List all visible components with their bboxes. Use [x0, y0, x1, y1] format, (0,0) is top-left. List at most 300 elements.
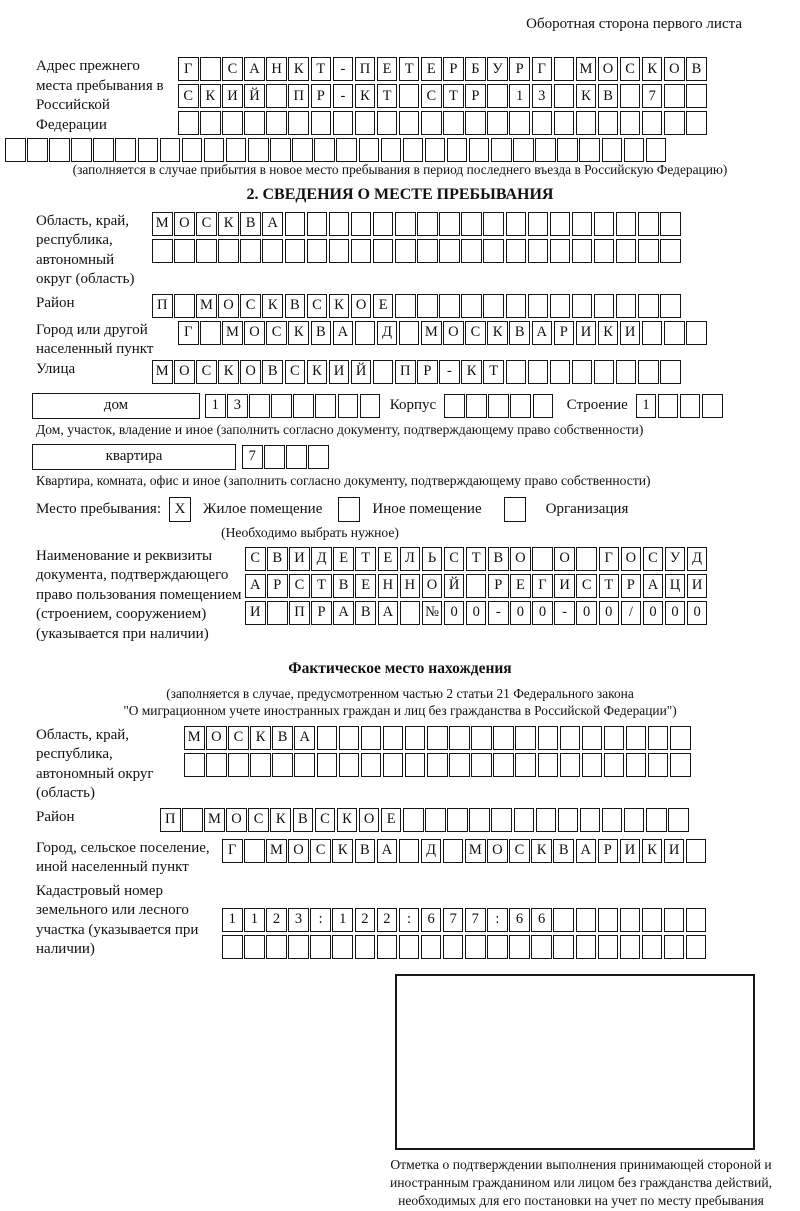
char-box[interactable]	[604, 753, 625, 777]
char-box[interactable]	[471, 753, 492, 777]
char-box[interactable]	[528, 212, 549, 236]
char-box[interactable]: -	[554, 601, 575, 625]
char-box[interactable]	[288, 935, 309, 959]
char-box[interactable]	[550, 360, 571, 384]
char-box[interactable]: 0	[532, 601, 553, 625]
char-box[interactable]	[493, 753, 514, 777]
char-box[interactable]	[228, 753, 249, 777]
char-box[interactable]: К	[262, 294, 283, 318]
char-box[interactable]: Д	[687, 547, 708, 571]
char-box[interactable]	[5, 138, 26, 162]
char-box[interactable]	[222, 935, 243, 959]
checkbox-residential[interactable]: X	[169, 497, 191, 522]
char-box[interactable]: В	[509, 321, 530, 345]
char-box[interactable]	[465, 935, 486, 959]
char-box[interactable]: М	[465, 839, 486, 863]
char-box[interactable]	[403, 138, 424, 162]
char-box[interactable]: В	[240, 212, 261, 236]
char-box[interactable]: А	[262, 212, 283, 236]
char-box[interactable]	[427, 726, 448, 750]
char-box[interactable]: Й	[444, 574, 465, 598]
char-box[interactable]: Р	[267, 574, 288, 598]
char-box[interactable]: О	[621, 547, 642, 571]
char-box[interactable]	[377, 935, 398, 959]
char-box[interactable]: С	[620, 57, 641, 81]
char-box[interactable]: Р	[465, 84, 486, 108]
char-box[interactable]	[487, 935, 508, 959]
char-box[interactable]: О	[487, 839, 508, 863]
char-box[interactable]	[702, 394, 723, 418]
char-box[interactable]	[598, 935, 619, 959]
char-box[interactable]	[554, 57, 575, 81]
char-box[interactable]: А	[576, 839, 597, 863]
char-box[interactable]: -	[333, 57, 354, 81]
char-box[interactable]	[626, 753, 647, 777]
char-box[interactable]	[439, 239, 460, 263]
char-box[interactable]: Р	[417, 360, 438, 384]
char-box[interactable]: 3	[227, 394, 248, 418]
char-box[interactable]: Г	[178, 321, 199, 345]
char-box[interactable]: К	[200, 84, 221, 108]
char-box[interactable]: :	[487, 908, 508, 932]
char-box[interactable]	[71, 138, 92, 162]
char-box[interactable]: А	[244, 57, 265, 81]
char-box[interactable]: 7	[242, 445, 263, 469]
char-box[interactable]	[553, 935, 574, 959]
char-box[interactable]	[572, 239, 593, 263]
char-box[interactable]	[286, 445, 307, 469]
char-box[interactable]	[399, 935, 420, 959]
char-box[interactable]	[178, 111, 199, 135]
char-box[interactable]	[461, 239, 482, 263]
char-box[interactable]	[550, 212, 571, 236]
char-box[interactable]	[333, 111, 354, 135]
char-box[interactable]: Г	[599, 547, 620, 571]
char-box[interactable]	[620, 908, 641, 932]
char-box[interactable]: М	[576, 57, 597, 81]
char-box[interactable]	[373, 239, 394, 263]
char-box[interactable]: А	[378, 601, 399, 625]
char-box[interactable]	[329, 239, 350, 263]
char-box[interactable]: У	[665, 547, 686, 571]
char-box[interactable]: У	[487, 57, 508, 81]
char-box[interactable]	[417, 294, 438, 318]
char-box[interactable]	[351, 239, 372, 263]
char-box[interactable]: М	[152, 360, 173, 384]
char-box[interactable]: О	[206, 726, 227, 750]
char-box[interactable]	[626, 726, 647, 750]
char-box[interactable]	[447, 138, 468, 162]
char-box[interactable]	[93, 138, 114, 162]
char-box[interactable]: С	[245, 547, 266, 571]
char-box[interactable]: С	[444, 547, 465, 571]
char-box[interactable]	[686, 111, 707, 135]
char-box[interactable]: 2	[266, 908, 287, 932]
char-box[interactable]: О	[422, 574, 443, 598]
char-box[interactable]	[293, 394, 314, 418]
char-box[interactable]: 2	[377, 908, 398, 932]
char-box[interactable]	[536, 808, 557, 832]
char-box[interactable]: О	[598, 57, 619, 81]
char-box[interactable]: Р	[509, 57, 530, 81]
char-box[interactable]: О	[288, 839, 309, 863]
char-box[interactable]: Р	[443, 57, 464, 81]
char-box[interactable]: К	[337, 808, 358, 832]
char-box[interactable]	[425, 808, 446, 832]
char-box[interactable]: В	[272, 726, 293, 750]
char-box[interactable]	[638, 294, 659, 318]
char-box[interactable]: Е	[377, 57, 398, 81]
char-box[interactable]	[642, 111, 663, 135]
char-box[interactable]: -	[333, 84, 354, 108]
char-box[interactable]: Р	[554, 321, 575, 345]
char-box[interactable]	[594, 239, 615, 263]
char-box[interactable]	[579, 138, 600, 162]
char-box[interactable]	[624, 808, 645, 832]
char-box[interactable]: Д	[421, 839, 442, 863]
char-box[interactable]: К	[218, 360, 239, 384]
char-box[interactable]	[359, 138, 380, 162]
char-box[interactable]: Е	[373, 294, 394, 318]
char-box[interactable]: М	[196, 294, 217, 318]
char-box[interactable]	[218, 239, 239, 263]
char-box[interactable]	[373, 360, 394, 384]
char-box[interactable]: 3	[532, 84, 553, 108]
char-box[interactable]	[355, 321, 376, 345]
char-box[interactable]	[421, 111, 442, 135]
char-box[interactable]: С	[266, 321, 287, 345]
char-box[interactable]	[528, 360, 549, 384]
char-box[interactable]	[506, 212, 527, 236]
char-box[interactable]	[509, 111, 530, 135]
char-box[interactable]	[339, 753, 360, 777]
char-box[interactable]: Г	[532, 57, 553, 81]
char-box[interactable]: А	[643, 574, 664, 598]
char-box[interactable]: П	[288, 84, 309, 108]
char-box[interactable]	[646, 808, 667, 832]
char-box[interactable]: М	[222, 321, 243, 345]
char-box[interactable]	[469, 808, 490, 832]
char-box[interactable]: В	[553, 839, 574, 863]
char-box[interactable]	[244, 111, 265, 135]
char-box[interactable]: Й	[244, 84, 265, 108]
char-box[interactable]	[660, 360, 681, 384]
char-box[interactable]: Б	[465, 57, 486, 81]
char-box[interactable]	[638, 212, 659, 236]
char-box[interactable]	[248, 138, 269, 162]
char-box[interactable]	[405, 726, 426, 750]
char-box[interactable]: О	[443, 321, 464, 345]
char-box[interactable]	[361, 753, 382, 777]
char-box[interactable]	[449, 726, 470, 750]
char-box[interactable]	[620, 111, 641, 135]
char-box[interactable]	[206, 753, 227, 777]
char-box[interactable]: В	[333, 574, 354, 598]
char-box[interactable]	[262, 239, 283, 263]
char-box[interactable]: Г	[222, 839, 243, 863]
char-box[interactable]: В	[355, 601, 376, 625]
char-box[interactable]	[664, 908, 685, 932]
char-box[interactable]	[668, 808, 689, 832]
char-box[interactable]	[550, 294, 571, 318]
char-box[interactable]: С	[222, 57, 243, 81]
char-box[interactable]	[377, 111, 398, 135]
char-box[interactable]: 6	[509, 908, 530, 932]
char-box[interactable]: О	[351, 294, 372, 318]
char-box[interactable]	[582, 753, 603, 777]
char-box[interactable]	[200, 57, 221, 81]
char-box[interactable]: О	[218, 294, 239, 318]
char-box[interactable]	[447, 808, 468, 832]
char-box[interactable]: К	[642, 57, 663, 81]
char-box[interactable]: В	[355, 839, 376, 863]
char-box[interactable]: М	[152, 212, 173, 236]
char-box[interactable]	[449, 753, 470, 777]
char-box[interactable]	[383, 753, 404, 777]
char-box[interactable]: Т	[599, 574, 620, 598]
char-box[interactable]	[642, 908, 663, 932]
char-box[interactable]	[383, 726, 404, 750]
char-box[interactable]	[381, 138, 402, 162]
char-box[interactable]	[294, 753, 315, 777]
char-box[interactable]: 1	[205, 394, 226, 418]
char-box[interactable]	[680, 394, 701, 418]
char-box[interactable]	[200, 111, 221, 135]
char-box[interactable]	[594, 212, 615, 236]
char-box[interactable]: К	[329, 294, 350, 318]
char-box[interactable]	[425, 138, 446, 162]
char-box[interactable]: Т	[355, 547, 376, 571]
char-box[interactable]	[510, 394, 531, 418]
char-box[interactable]	[658, 394, 679, 418]
char-box[interactable]: О	[244, 321, 265, 345]
char-box[interactable]	[315, 394, 336, 418]
char-box[interactable]	[421, 935, 442, 959]
char-box[interactable]	[466, 574, 487, 598]
char-box[interactable]	[664, 111, 685, 135]
char-box[interactable]	[292, 138, 313, 162]
char-box[interactable]: Е	[421, 57, 442, 81]
char-box[interactable]: О	[510, 547, 531, 571]
char-box[interactable]	[332, 935, 353, 959]
char-box[interactable]	[308, 445, 329, 469]
char-box[interactable]	[373, 212, 394, 236]
char-box[interactable]	[554, 111, 575, 135]
char-box[interactable]	[400, 601, 421, 625]
char-box[interactable]	[491, 138, 512, 162]
char-box[interactable]	[465, 111, 486, 135]
char-box[interactable]	[439, 212, 460, 236]
char-box[interactable]	[271, 394, 292, 418]
char-box[interactable]: Н	[266, 57, 287, 81]
char-box[interactable]	[351, 212, 372, 236]
char-box[interactable]: К	[461, 360, 482, 384]
char-box[interactable]	[515, 726, 536, 750]
char-box[interactable]	[270, 138, 291, 162]
char-box[interactable]	[250, 753, 271, 777]
char-box[interactable]: 0	[576, 601, 597, 625]
char-box[interactable]	[572, 360, 593, 384]
char-box[interactable]	[355, 111, 376, 135]
char-box[interactable]: С	[289, 574, 310, 598]
char-box[interactable]	[355, 935, 376, 959]
char-box[interactable]	[417, 239, 438, 263]
char-box[interactable]	[624, 138, 645, 162]
char-box[interactable]: М	[184, 726, 205, 750]
char-box[interactable]: 7	[642, 84, 663, 108]
char-box[interactable]	[443, 111, 464, 135]
char-box[interactable]	[443, 935, 464, 959]
char-box[interactable]: Д	[311, 547, 332, 571]
char-box[interactable]: С	[240, 294, 261, 318]
char-box[interactable]	[288, 111, 309, 135]
char-box[interactable]: М	[266, 839, 287, 863]
char-box[interactable]	[620, 935, 641, 959]
char-box[interactable]	[686, 908, 707, 932]
char-box[interactable]: 1	[636, 394, 657, 418]
char-box[interactable]	[285, 239, 306, 263]
char-box[interactable]: А	[333, 321, 354, 345]
char-box[interactable]	[336, 138, 357, 162]
char-box[interactable]: С	[228, 726, 249, 750]
char-box[interactable]	[184, 753, 205, 777]
char-box[interactable]: В	[311, 321, 332, 345]
char-box[interactable]	[310, 935, 331, 959]
char-box[interactable]: И	[664, 839, 685, 863]
char-box[interactable]: П	[395, 360, 416, 384]
char-box[interactable]: А	[532, 321, 553, 345]
char-box[interactable]	[361, 726, 382, 750]
char-box[interactable]	[532, 111, 553, 135]
char-box[interactable]: 0	[510, 601, 531, 625]
checkbox-organization[interactable]	[504, 497, 526, 522]
char-box[interactable]	[528, 239, 549, 263]
char-box[interactable]	[427, 753, 448, 777]
char-box[interactable]	[558, 808, 579, 832]
char-box[interactable]	[272, 753, 293, 777]
char-box[interactable]: И	[576, 321, 597, 345]
char-box[interactable]	[307, 239, 328, 263]
char-box[interactable]	[244, 839, 265, 863]
char-box[interactable]	[49, 138, 70, 162]
char-box[interactable]: К	[642, 839, 663, 863]
char-box[interactable]: В	[293, 808, 314, 832]
char-box[interactable]: И	[554, 574, 575, 598]
char-box[interactable]: Р	[621, 574, 642, 598]
char-box[interactable]: К	[270, 808, 291, 832]
char-box[interactable]	[538, 726, 559, 750]
char-box[interactable]: 1	[222, 908, 243, 932]
char-box[interactable]	[686, 935, 707, 959]
char-box[interactable]: Т	[377, 84, 398, 108]
char-box[interactable]	[314, 138, 335, 162]
char-box[interactable]	[572, 294, 593, 318]
char-box[interactable]	[395, 294, 416, 318]
char-box[interactable]: А	[245, 574, 266, 598]
char-box[interactable]	[538, 753, 559, 777]
char-box[interactable]	[616, 294, 637, 318]
char-box[interactable]	[560, 753, 581, 777]
char-box[interactable]	[317, 726, 338, 750]
char-box[interactable]: Ь	[422, 547, 443, 571]
char-box[interactable]	[339, 726, 360, 750]
char-box[interactable]: С	[178, 84, 199, 108]
char-box[interactable]: Е	[355, 574, 376, 598]
char-box[interactable]: И	[620, 839, 641, 863]
checkbox-other-premises[interactable]	[338, 497, 360, 522]
char-box[interactable]	[182, 808, 203, 832]
char-box[interactable]: 0	[444, 601, 465, 625]
char-box[interactable]	[461, 212, 482, 236]
char-box[interactable]	[491, 808, 512, 832]
char-box[interactable]	[648, 753, 669, 777]
char-box[interactable]: Д	[377, 321, 398, 345]
char-box[interactable]	[399, 321, 420, 345]
char-box[interactable]: К	[218, 212, 239, 236]
char-box[interactable]: К	[598, 321, 619, 345]
char-box[interactable]: Н	[378, 574, 399, 598]
char-box[interactable]: :	[399, 908, 420, 932]
char-box[interactable]: Е	[381, 808, 402, 832]
char-box[interactable]: К	[576, 84, 597, 108]
char-box[interactable]: Г	[178, 57, 199, 81]
char-box[interactable]: Т	[443, 84, 464, 108]
char-box[interactable]: А	[377, 839, 398, 863]
char-box[interactable]: С	[196, 212, 217, 236]
char-box[interactable]	[469, 138, 490, 162]
char-box[interactable]	[483, 239, 504, 263]
char-box[interactable]: И	[329, 360, 350, 384]
char-box[interactable]	[513, 138, 534, 162]
char-box[interactable]: Т	[311, 57, 332, 81]
char-box[interactable]	[174, 294, 195, 318]
char-box[interactable]	[196, 239, 217, 263]
char-box[interactable]	[138, 138, 159, 162]
char-box[interactable]	[535, 138, 556, 162]
char-box[interactable]	[444, 394, 465, 418]
char-box[interactable]: А	[333, 601, 354, 625]
char-box[interactable]	[152, 239, 173, 263]
char-box[interactable]	[204, 138, 225, 162]
char-box[interactable]	[483, 212, 504, 236]
char-box[interactable]: Й	[351, 360, 372, 384]
char-box[interactable]: Р	[598, 839, 619, 863]
char-box[interactable]: :	[310, 908, 331, 932]
char-box[interactable]: В	[488, 547, 509, 571]
char-box[interactable]	[594, 294, 615, 318]
char-box[interactable]: 6	[531, 908, 552, 932]
char-box[interactable]: И	[687, 574, 708, 598]
char-box[interactable]	[553, 908, 574, 932]
char-box[interactable]	[471, 726, 492, 750]
char-box[interactable]: М	[204, 808, 225, 832]
char-box[interactable]	[27, 138, 48, 162]
char-box[interactable]: И	[222, 84, 243, 108]
char-box[interactable]: 6	[421, 908, 442, 932]
char-box[interactable]: 7	[443, 908, 464, 932]
char-box[interactable]	[531, 935, 552, 959]
char-box[interactable]	[528, 294, 549, 318]
char-box[interactable]: 0	[687, 601, 708, 625]
char-box[interactable]	[560, 726, 581, 750]
char-box[interactable]	[115, 138, 136, 162]
char-box[interactable]: Н	[400, 574, 421, 598]
char-box[interactable]: К	[288, 57, 309, 81]
char-box[interactable]	[311, 111, 332, 135]
char-box[interactable]: К	[531, 839, 552, 863]
char-box[interactable]	[395, 212, 416, 236]
char-box[interactable]: И	[620, 321, 641, 345]
